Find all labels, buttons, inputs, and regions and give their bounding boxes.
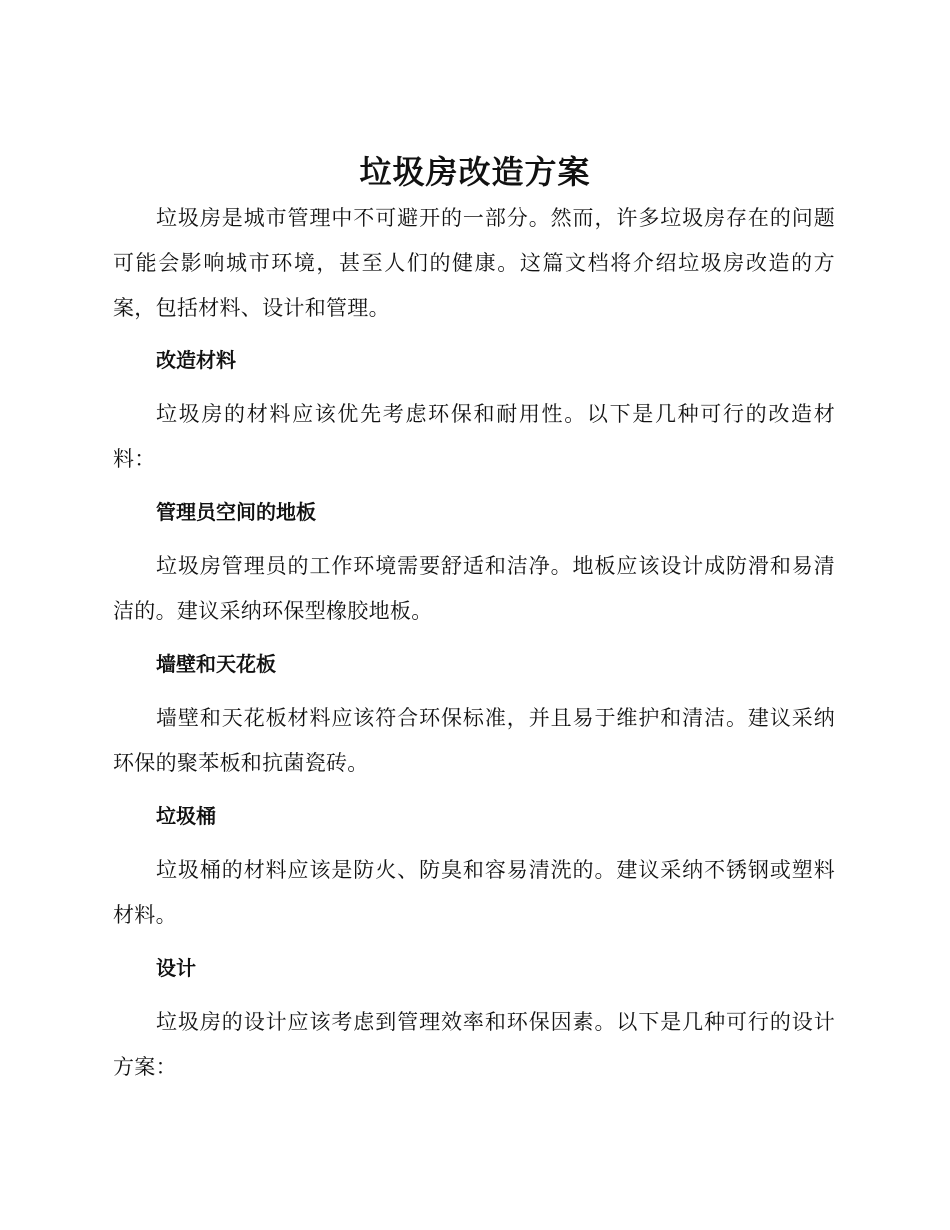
section-heading-walls: 墙壁和天花板 (156, 652, 276, 676)
section-heading-design: 设计 (156, 956, 196, 980)
section-body-floor: 垃圾房管理员的工作环境需要舒适和洁净。地板应该设计成防滑和易清洁的。建议采纳环保型橡胶地板。 (113, 554, 835, 623)
intro-paragraph: 垃圾房是城市管理中不可避开的一部分。然而，许多垃圾房存在的问题可能会影响城市环境，甚至人们的健康。这篇文档将介绍垃圾房改造的方案，包括材料、设计和管理。 (113, 206, 835, 320)
section-heading-bins: 垃圾桶 (156, 804, 216, 828)
document-title: 垃圾房改造方案 (359, 153, 591, 191)
section-body-walls: 墙壁和天花板材料应该符合环保标准，并且易于维护和清洁。建议采纳环保的聚苯板和抗菌瓷砖。 (113, 706, 835, 775)
section-body-design: 垃圾房的设计应该考虑到管理效率和环保因素。以下是几种可行的设计方案： (113, 1010, 835, 1079)
section-body-materials: 垃圾房的材料应该优先考虑环保和耐用性。以下是几种可行的改造材料： (113, 402, 835, 471)
section-heading-materials: 改造材料 (156, 348, 236, 372)
section-heading-floor: 管理员空间的地板 (156, 500, 316, 524)
section-body-bins: 垃圾桶的材料应该是防火、防臭和容易清洗的。建议采纳不锈钢或塑料材料。 (113, 858, 835, 927)
